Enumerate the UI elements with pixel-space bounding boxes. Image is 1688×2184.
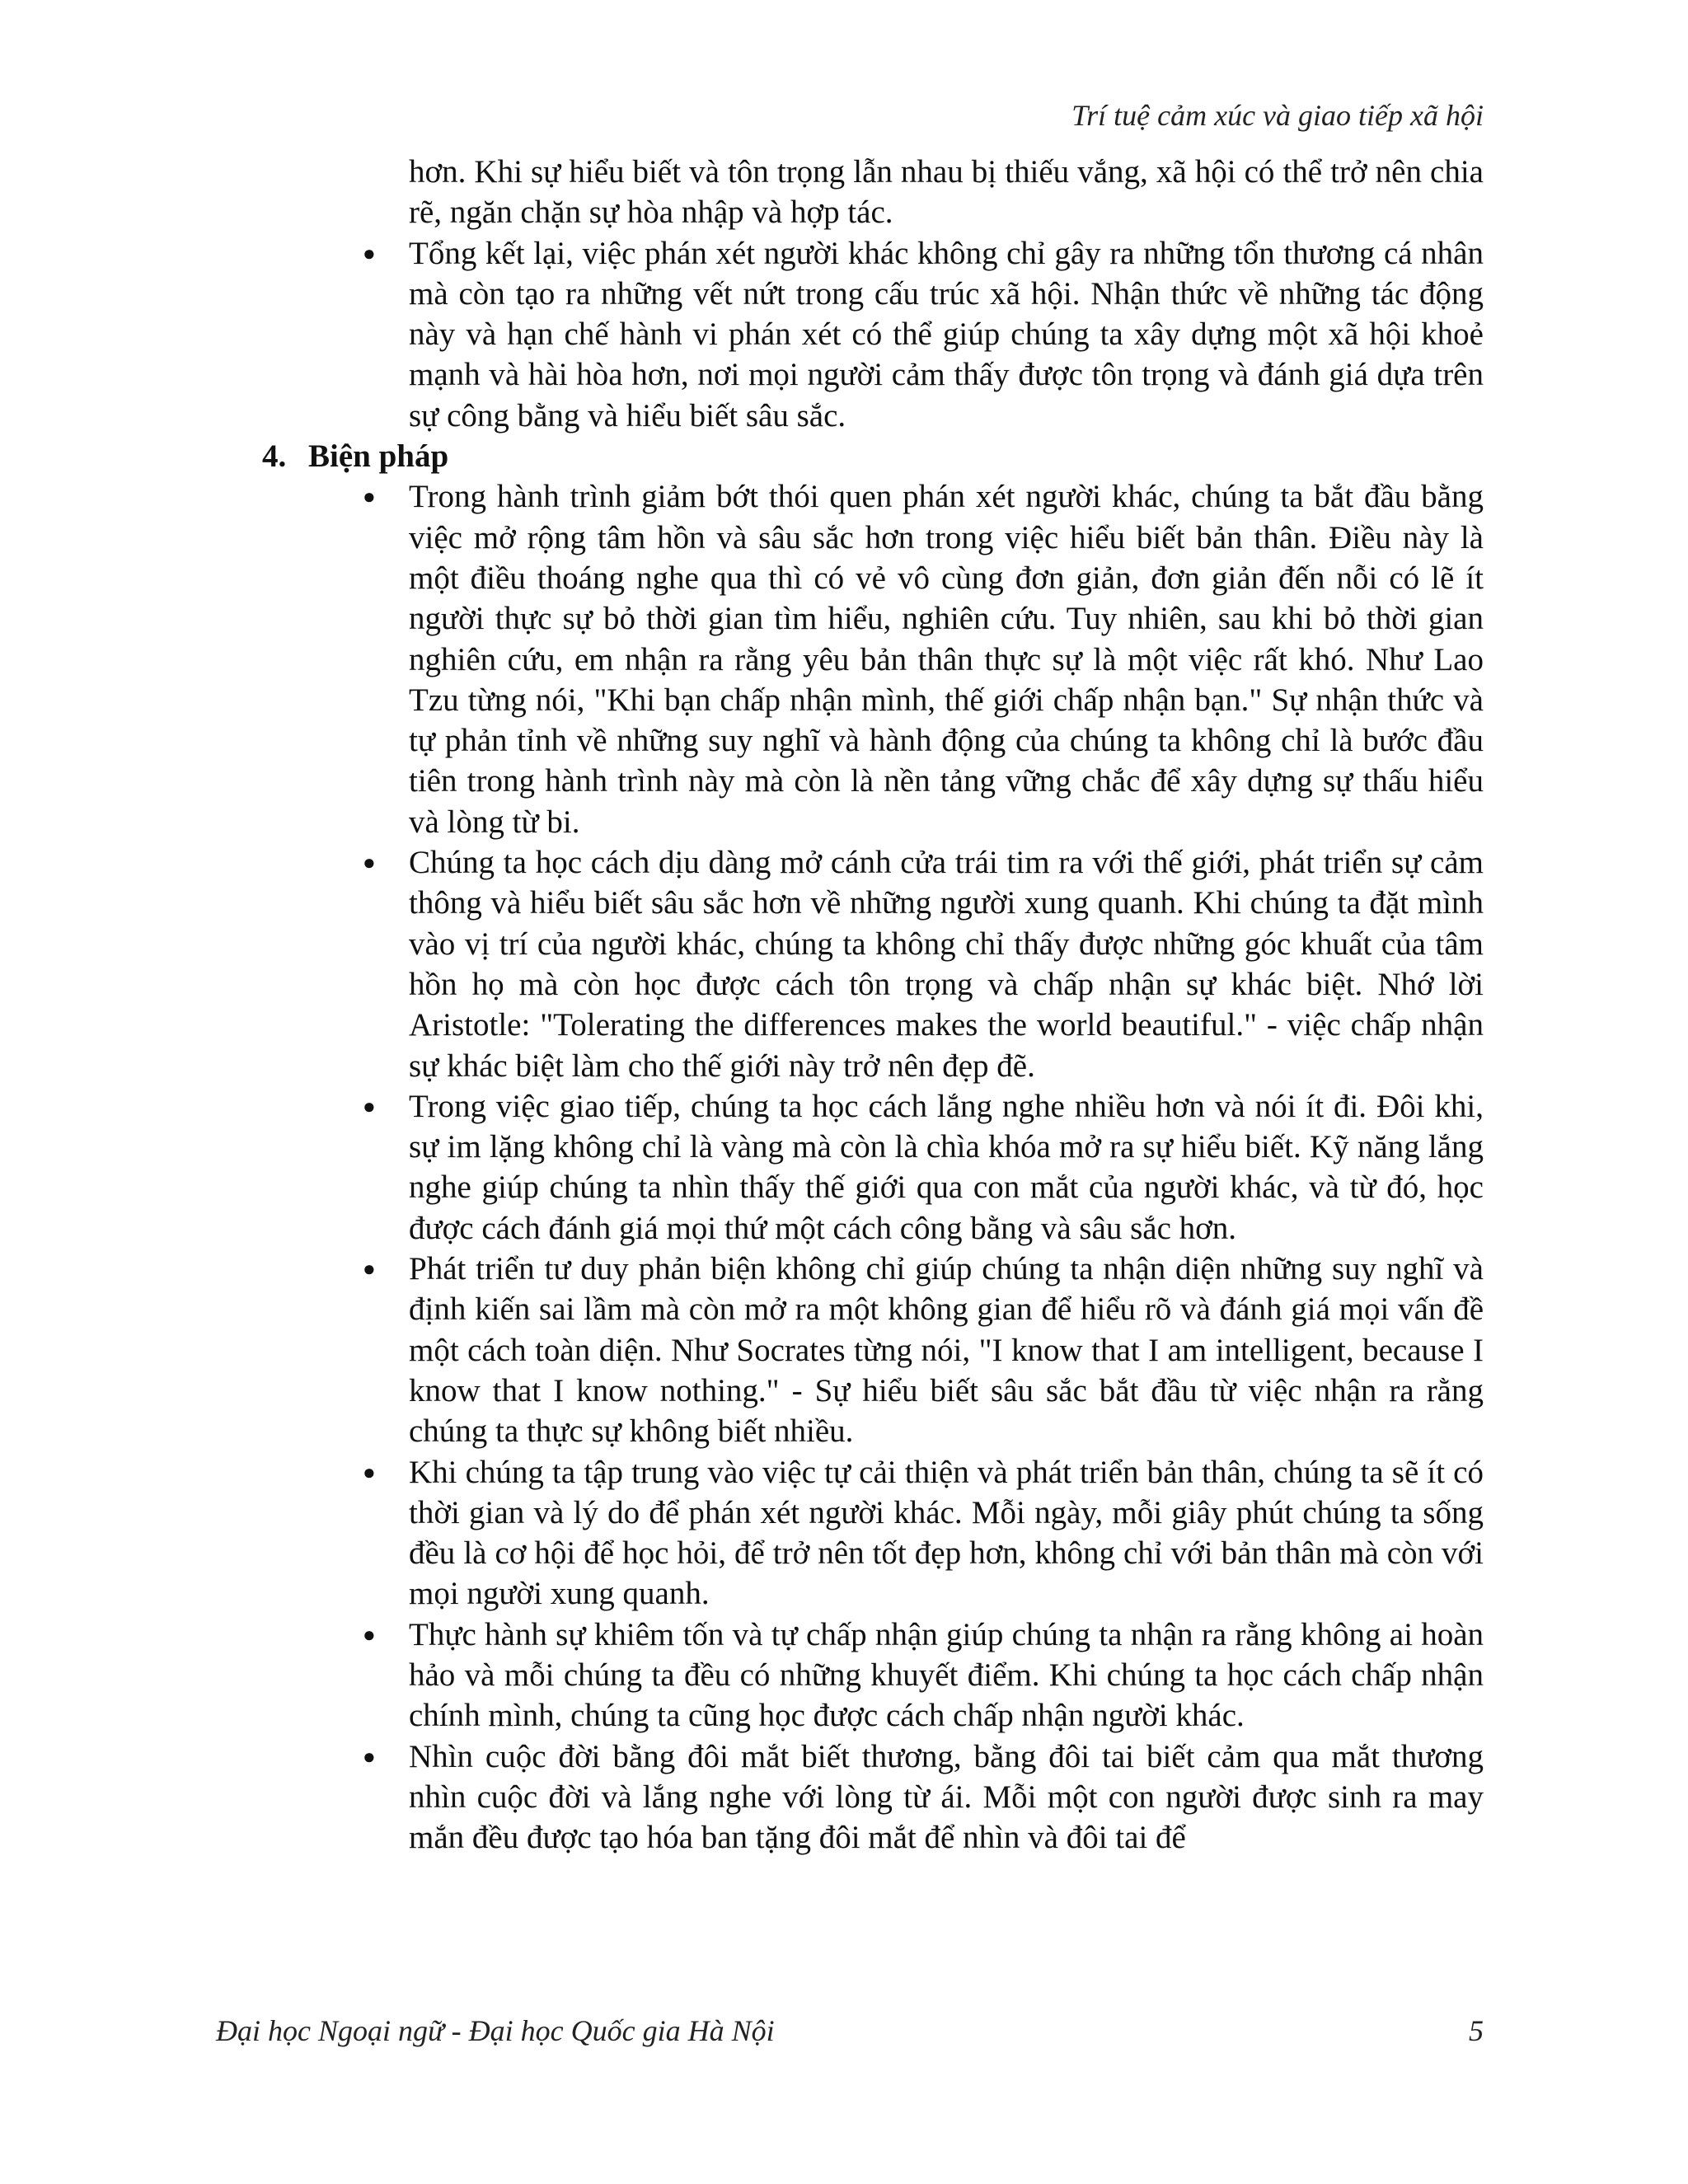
bullet-icon: ● bbox=[363, 1094, 376, 1118]
list-item-text: Chúng ta học cách dịu dàng mở cánh cửa trái tim ra với thế giới, phát triển sự cảm thông và hiểu biết sâu sắc hơn về những người xung quanh. Khi chúng ta đặt mình vào vị trí của người khác, chúng ta không chỉ thấy được những góc khuất của tâm hồn họ mà còn học được cách tôn trọng và chấp nhận sự khác biệt. Nhớ lời Aristotle: "Tolerating the differences makes the world beautiful." - việc chấp nhận sự khác biệt làm cho thế giới này trở nên đẹp đẽ. bbox=[409, 845, 1484, 1084]
page-body bbox=[262, 152, 1484, 1858]
list-item-text: Trong việc giao tiếp, chúng ta học cách lắng nghe nhiều hơn và nói ít đi. Đôi khi, sự im lặng không chỉ là vàng mà còn là chìa khóa mở ra sự hiểu biết. Kỹ năng lắng nghe giúp chúng ta nhìn thấy thế giới qua con mắt của người khác, và từ đó, học được cách đánh giá mọi thứ một cách công bằng và sâu sắc hơn. bbox=[409, 1088, 1484, 1246]
list-item-text: Thực hành sự khiêm tốn và tự chấp nhận giúp chúng ta nhận ra rằng không ai hoàn hảo và mỗi chúng ta đều có những khuyết điểm. Khi chúng ta học cách chấp nhận chính mình, chúng ta cũng học được cách chấp nhận người khác. bbox=[409, 1616, 1484, 1734]
list-item-text: Nhìn cuộc đời bằng đôi mắt biết thương, bằng đôi tai biết cảm qua mắt thương nhìn cuộc đời và lắng nghe với lòng từ ái. Mỗi một con người được sinh ra may mắn đều được tạo hóa ban tặng đôi mắt để nhìn và đôi tai để bbox=[409, 1738, 1484, 1856]
bullet-icon: ● bbox=[363, 851, 376, 875]
list-item bbox=[262, 1249, 1484, 1451]
list-item bbox=[262, 1452, 1484, 1615]
list-item bbox=[262, 476, 1484, 842]
section-heading bbox=[262, 436, 1484, 476]
list-item bbox=[262, 1615, 1484, 1736]
footer-institution: Đại học Ngoại ngữ - Đại học Quốc gia Hà Nội bbox=[216, 2014, 775, 2047]
list-item bbox=[262, 1086, 1484, 1249]
running-header: Trí tuệ cảm xúc và giao tiếp xã hội bbox=[1071, 99, 1484, 132]
list-item-text: Tổng kết lại, việc phán xét người khác không chỉ gây ra những tổn thương cá nhân mà còn tạo ra những vết nứt trong cấu trúc xã hội. Nhận thức về những tác động này và hạn chế hành vi phán xét có thể giúp chúng ta xây dựng một xã hội khoẻ mạnh và hài hòa hơn, nơi mọi người cảm thấy được tôn trọng và đánh giá dựa trên sự công bằng và hiểu biết sâu sắc. bbox=[409, 235, 1484, 434]
list-item-text: Khi chúng ta tập trung vào việc tự cải thiện và phát triển bản thân, chúng ta sẽ ít có thời gian và lý do để phán xét người khác. Mỗi ngày, mỗi giây phút chúng ta sống đều là cơ hội để học hỏi, để trở nên tốt đẹp hơn, không chỉ với bản thân mà còn với mọi người xung quanh. bbox=[409, 1454, 1484, 1612]
page-number: 5 bbox=[1469, 2014, 1484, 2047]
list-item bbox=[262, 1736, 1484, 1858]
bullet-icon: ● bbox=[363, 1460, 376, 1484]
list-item bbox=[262, 842, 1484, 1086]
bullet-icon: ● bbox=[363, 1622, 376, 1647]
bullet-icon: ● bbox=[363, 485, 376, 509]
section-title: Biện pháp bbox=[308, 438, 449, 475]
bullet-icon: ● bbox=[363, 1257, 376, 1282]
bullet-icon: ● bbox=[363, 241, 376, 265]
list-item-text: Phát triển tư duy phản biện không chỉ giúp chúng ta nhận diện những suy nghĩ và định kiến sai lầm mà còn mở ra một không gian để hiểu rõ và đánh giá mọi vấn đề một cách toàn diện. Như Socrates từng nói, "I know that I am intelligent, because I know that I know nothing." - Sự hiểu biết sâu sắc bắt đầu từ việc nhận ra rằng chúng ta thực sự không biết nhiều. bbox=[409, 1251, 1484, 1450]
continued-paragraph: hơn. Khi sự hiểu biết và tôn trọng lẫn nhau bị thiếu vắng, xã hội có thể trở nên chia rẽ, ngăn chặn sự hòa nhập và hợp tác. bbox=[409, 154, 1484, 231]
bullet-icon: ● bbox=[363, 1744, 376, 1769]
section-number: 4. bbox=[262, 438, 287, 475]
list-item-text: Trong hành trình giảm bớt thói quen phán xét người khác, chúng ta bắt đầu bằng việc mở rộng tâm hồn và sâu sắc hơn trong việc hiểu biết bản thân. Điều này là một điều thoáng nghe qua thì có vẻ vô cùng đơn giản, đơn giản đến nỗi có lẽ ít người thực sự bỏ thời gian tìm hiểu, nghiên cứu. Tuy nhiên, sau khi bỏ thời gian nghiên cứu, em nhận ra rằng yêu bản thân thực sự là một việc rất khó. Như Lao Tzu từng nói, "Khi bạn chấp nhận mình, thế giới chấp nhận bạn." Sự nhận thức và tự phản tỉnh về những suy nghĩ và hành động của chúng ta không chỉ là bước đầu tiên trong hành trình này mà còn là nền tảng vững chắc để xây dựng sự thấu hiểu và lòng từ bi. bbox=[409, 479, 1484, 840]
list-item-summary bbox=[262, 233, 1484, 436]
